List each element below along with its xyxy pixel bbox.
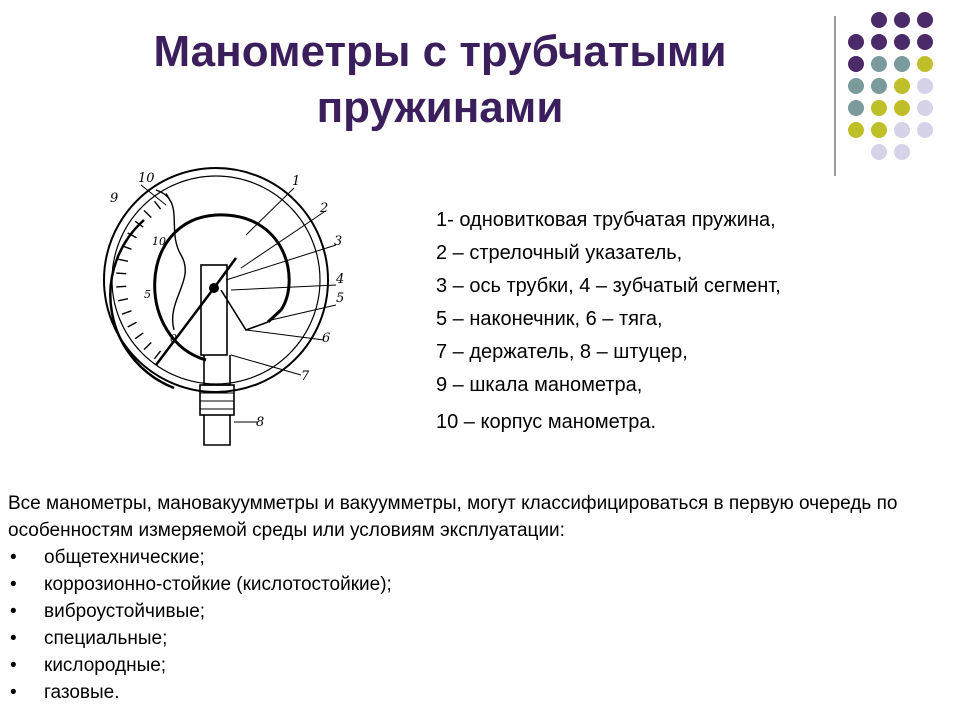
scale-tick: [135, 333, 143, 339]
callout-9: 9: [110, 191, 119, 206]
callout-8: 8: [256, 415, 265, 430]
decor-dot: [871, 56, 887, 72]
callout-3: 3: [334, 234, 343, 249]
pointer: [156, 258, 236, 365]
scale-tick: [116, 273, 126, 274]
decor-dot: [894, 78, 910, 94]
decor-divider: [834, 16, 836, 176]
callout-6: 6: [322, 331, 331, 346]
callout-2: 2: [320, 201, 329, 216]
legend-line-4: 5 – наконечник, 6 – тяга,: [436, 308, 663, 330]
decor-dot: [871, 78, 887, 94]
list-item: • общетехнические;: [8, 544, 953, 571]
decor-dot: [917, 78, 933, 94]
scale-tick: [154, 201, 160, 209]
bullet-icon: •: [10, 682, 17, 703]
intro-paragraph: Все манометры, мановакуумметры и вакуумметры, могут классифицироваться в первую очередь по особенностям измеряемой среды или условиям эксплуатации:: [8, 493, 898, 541]
decor-dot: [848, 56, 864, 72]
decor-dot: [917, 34, 933, 50]
legend: [436, 204, 781, 439]
decor-dot: [894, 56, 910, 72]
list-item: • специальные;: [8, 625, 953, 652]
manometer-diagram: [96, 160, 366, 450]
decor-dot: [871, 34, 887, 50]
callout-4: 4: [336, 272, 345, 287]
list-item: • виброустойчивые;: [8, 598, 953, 625]
legend-line-7: 10 – корпус манометра.: [436, 411, 657, 433]
decor-dot: [894, 12, 910, 28]
socket: [200, 385, 234, 415]
decor-dot: [917, 122, 933, 138]
decor-dot: [917, 56, 933, 72]
decor-dot: [894, 34, 910, 50]
decor-dot: [917, 12, 933, 28]
callout-7: 7: [301, 369, 310, 384]
scale-tick: [144, 343, 151, 350]
decor-dot: [848, 122, 864, 138]
legend-line-5: 7 – держатель, 8 – штуцер,: [436, 341, 688, 363]
legend-line-1: 1- одновитковая трубчатая пружина,: [436, 209, 776, 231]
movement: [201, 265, 227, 355]
legend-line-6: 9 – шкала манометра,: [436, 374, 643, 396]
list-item: • коррозионно-стойкие (кислотостойкие);: [8, 571, 953, 598]
legend-line-3: 3 – ось трубки, 4 – зубчатый сегмент,: [436, 275, 781, 297]
scale-tick: [122, 311, 131, 314]
decor-dot: [894, 144, 910, 160]
decor-dot: [894, 100, 910, 116]
bullet-icon: •: [10, 655, 17, 676]
scale-tick: [154, 351, 160, 359]
link-rod: [221, 290, 268, 330]
decor-dot: [871, 122, 887, 138]
scale-tick: [118, 299, 128, 301]
decor-dot: [848, 78, 864, 94]
decor-dot: [871, 144, 887, 160]
legend-line-2: 2 – стрелочный указатель,: [436, 242, 683, 264]
classification-text: [8, 490, 953, 706]
callout-10: 10: [138, 171, 155, 186]
callout-1: 1: [292, 174, 301, 189]
pointer-axis: [210, 284, 218, 292]
scale-label-0: 0: [170, 332, 177, 345]
scale-tick: [166, 193, 171, 202]
scale-tick: [128, 322, 137, 327]
list-item: • газовые.: [8, 679, 953, 706]
bullet-list: [8, 544, 953, 706]
scale-tick: [116, 286, 126, 287]
decor-dot: [917, 100, 933, 116]
scale-tick: [144, 211, 151, 218]
title-line-2: пружинами: [316, 83, 564, 132]
scale-tick: [118, 259, 128, 261]
bullet-icon: •: [10, 601, 17, 622]
cutout-edge: [156, 190, 185, 330]
decor-dot: [871, 12, 887, 28]
decor-dot: [848, 100, 864, 116]
bullet-icon: •: [10, 547, 17, 568]
decor-dot: [848, 34, 864, 50]
case-outline: [104, 168, 331, 392]
decor-dot: [871, 100, 887, 116]
bullet-icon: •: [10, 628, 17, 649]
decor-dot: [894, 122, 910, 138]
callout-5: 5: [336, 291, 345, 306]
title-line-1: Манометры с трубчатыми: [153, 27, 727, 76]
list-item: • кислородные;: [8, 652, 953, 679]
scale-label-5: 5: [144, 288, 151, 301]
scale-label-10: 10: [152, 235, 166, 248]
slide-title: [60, 24, 820, 136]
bullet-icon: •: [10, 574, 17, 595]
